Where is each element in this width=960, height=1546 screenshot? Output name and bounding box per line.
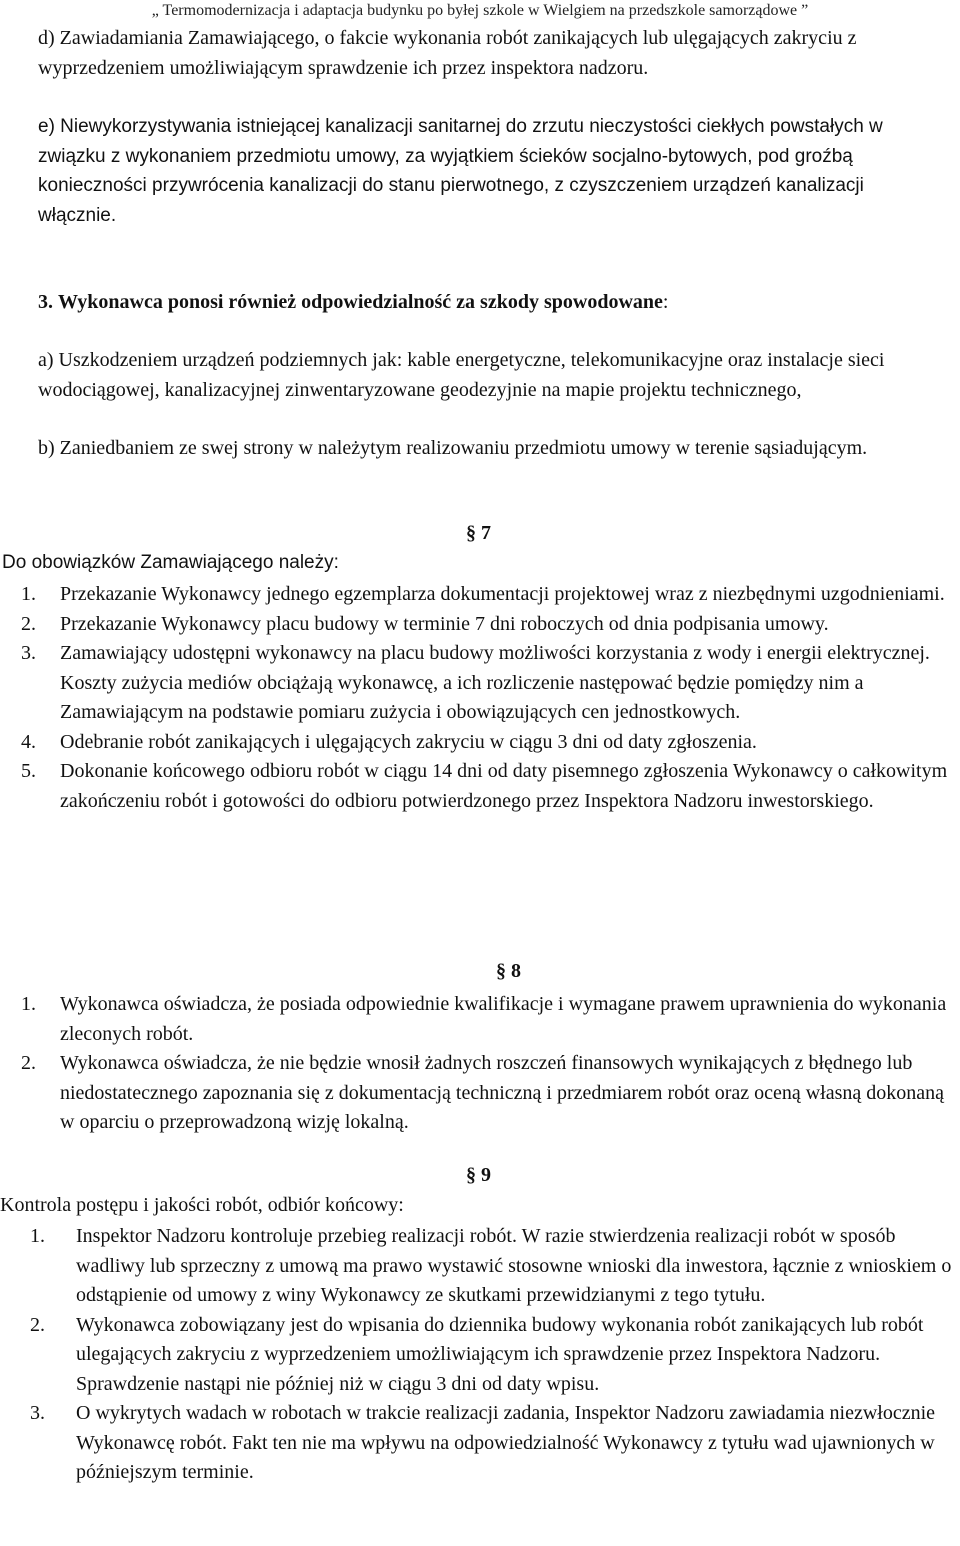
list-item: 2. Przekazanie Wykonawcy placu budowy w terminie 7 dni roboczych od dnia podpisania umowy.: [21, 612, 829, 635]
section-7-list: [0, 580, 950, 816]
section-9-list: [0, 1222, 954, 1488]
point-3-text: Wykonawca ponosi również odpowiedzialność za szkody spowodowane: [58, 291, 663, 313]
paragraph-a: a) Uszkodzeniem urządzeń podziemnych jak: kable energetyczne, telekomunikacyjne oraz instalacje sieci wodociągowej, kanalizacyjnej zinwentaryzowane geodezyjnie na mapie projektu technicznego,: [38, 349, 885, 401]
section-8-list: [0, 990, 950, 1138]
point-3: [38, 288, 918, 318]
list-item: 2. Wykonawca zobowiązany jest do wpisania do dziennika budowy wykonania robót zanikających lub robót ulegających zakryciu z wyprzedzeniem umożliwiającym ich sprawdzenie przez Inspektora Nadzoru. Sprawdzenie nastąpi nie później niż w ciągu 3 dni od daty wpisu.: [30, 1313, 924, 1395]
paragraph-d: d) Zawiadamiania Zamawiającego, o fakcie wykonania robót zanikających lub ulęgających zakryciu z wyprzedzeniem umożliwiającym sprawdzenie ich przez inspektora nadzoru.: [38, 27, 857, 79]
section-9-intro: Kontrola postępu i jakości robót, odbiór końcowy:: [0, 1194, 404, 1216]
list-item: 1. Inspektor Nadzoru kontroluje przebieg realizacji robót. W razie stwierdzenia realizacji robót w sposób wadliwy lub sprzeczny z umową ma prawo wystawić stosowne wnioski dla inwestora, łącznie z wnioskiem o odstąpienie od umowy z winy Wykonawcy ze skutkami przewidzianymi z tego tytułu.: [30, 1225, 952, 1306]
point-3-colon: :: [662, 291, 669, 313]
point-3-number: 3.: [38, 291, 53, 313]
list-item: 3. Zamawiający udostępni wykonawcy na placu budowy możliwości korzystania z wody i energii elektrycznej. Koszty zużycia mediów obciążają wykonawcę, a ich rozliczenie następować będzie pomiędzy nim a Zamawiającym na podstawie pomiaru zużycia i obowiązujących cen jednostkowych.: [21, 642, 930, 723]
list-item: 1. Wykonawca oświadcza, że posiada odpowiednie kwalifikacje i wymagane prawem uprawnienia do wykonania zleconych robót.: [21, 993, 947, 1045]
page-header: „ Termomodernizacja i adaptacja budynku po byłej szkole w Wielgiem na przedszkole samorządowe ”: [151, 2, 809, 19]
list-item: 2. Wykonawca oświadcza, że nie będzie wnosił żadnych roszczeń finansowych wynikających z błędnego lub niedostatecznego zapoznania się z dokumentacją techniczną i przedmiarem robót oraz oceną własną dokonaną w oparciu o przeprowadzoną wizję lokalną.: [21, 1052, 945, 1133]
paragraph-e: e) Niewykorzystywania istniejącej kanalizacji sanitarnej do zrzutu nieczystości ciekłych powstałych w związku z wykonaniem przedmiotu umowy, za wyjątkiem ścieków socjalno-bytowych, pod groźbą konieczności przywrócenia kanalizacji do stanu pierwotnego, z czyszczeniem urządzeń kanalizacji włącznie.: [38, 116, 883, 226]
section-9-heading: § 9: [466, 1164, 491, 1186]
section-7-intro: Do obowiązków Zamawiającego należy:: [2, 552, 339, 573]
list-item: 1. Przekazanie Wykonawcy jednego egzemplarza dokumentacji projektowej wraz z niezbędnymi uzgodnieniami.: [21, 583, 945, 605]
section-8-heading: § 8: [496, 960, 521, 982]
list-item: 3. O wykrytych wadach w robotach w trakcie realizacji zadania, Inspektor Nadzoru zawiadamia niezwłocznie Wykonawcę robót. Fakt ten nie ma wpływu na odpowiedzialność Wykonawcy z tytułu wad ujawnionych w późniejszym terminie.: [30, 1402, 936, 1483]
list-item: 4. Odebranie robót zanikających i ulęgających zakryciu w ciągu 3 dni od daty zgłoszenia.: [21, 730, 757, 753]
section-7-heading: § 7: [466, 522, 491, 544]
list-item: 5. Dokonanie końcowego odbioru robót w ciągu 14 dni od daty pisemnego zgłoszenia Wykonawcy o całkowitym zakończeniu robót i gotowości do odbioru potwierdzonego przez Inspektora Nadzoru inwestorskiego.: [21, 760, 948, 812]
paragraph-b: b) Zaniedbaniem ze swej strony w należytym realizowaniu przedmiotu umowy w terenie sąsiadującym.: [38, 437, 868, 459]
